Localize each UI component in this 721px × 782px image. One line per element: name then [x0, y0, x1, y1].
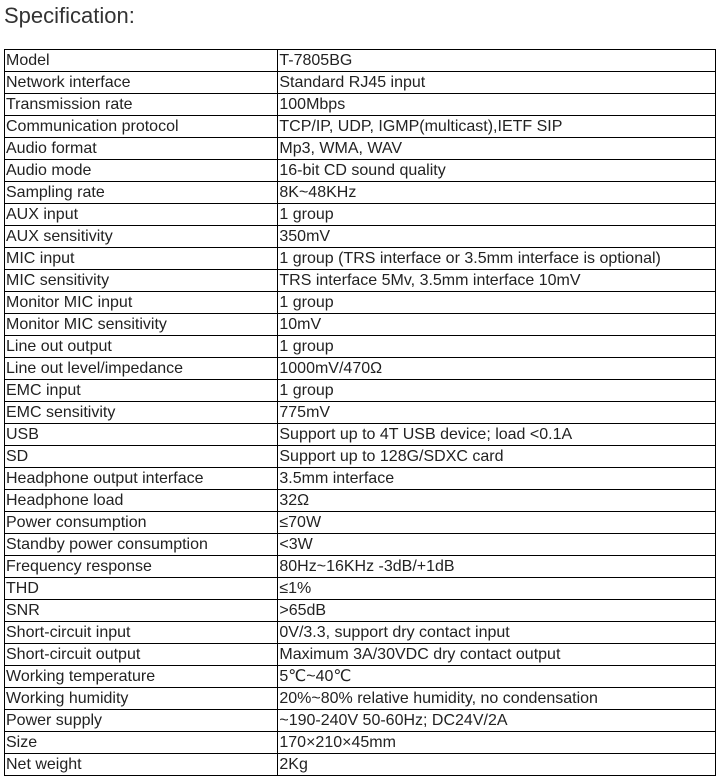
table-row	[5, 248, 716, 270]
spec-parameter-cell: EMC input	[5, 380, 278, 402]
table-row	[5, 402, 716, 424]
spec-parameter-cell: Communication protocol	[5, 116, 278, 138]
spec-parameter-cell: Line out output	[5, 336, 278, 358]
table-row	[5, 292, 716, 314]
table-row	[5, 314, 716, 336]
spec-value-cell: 10mV	[278, 314, 716, 336]
spec-parameter-cell: MIC input	[5, 248, 278, 270]
table-row	[5, 270, 716, 292]
spec-value-cell: >65dB	[278, 600, 716, 622]
spec-value-cell: 1 group	[278, 292, 716, 314]
table-row	[5, 226, 716, 248]
spec-parameter-cell: Monitor MIC input	[5, 292, 278, 314]
spec-value-cell: T-7805BG	[278, 50, 716, 72]
spec-table-body	[5, 50, 716, 776]
spec-value-cell: 8K~48KHz	[278, 182, 716, 204]
spec-value-cell: ~190-240V 50-60Hz; DC24V/2A	[278, 710, 716, 732]
spec-parameter-cell: Power supply	[5, 710, 278, 732]
spec-parameter-cell: EMC sensitivity	[5, 402, 278, 424]
table-row	[5, 710, 716, 732]
spec-parameter-cell: SNR	[5, 600, 278, 622]
spec-value-cell: 3.5mm interface	[278, 468, 716, 490]
spec-parameter-cell: THD	[5, 578, 278, 600]
spec-value-cell: ≤1%	[278, 578, 716, 600]
table-row	[5, 358, 716, 380]
spec-parameter-cell: Power consumption	[5, 512, 278, 534]
spec-value-cell: Standard RJ45 input	[278, 72, 716, 94]
table-row	[5, 688, 716, 710]
spec-parameter-cell: SD	[5, 446, 278, 468]
spec-value-cell: 350mV	[278, 226, 716, 248]
spec-value-cell: 1 group	[278, 380, 716, 402]
spec-parameter-cell: Short-circuit input	[5, 622, 278, 644]
table-row	[5, 116, 716, 138]
spec-value-cell: 1 group	[278, 204, 716, 226]
spec-parameter-cell: MIC sensitivity	[5, 270, 278, 292]
table-row	[5, 732, 716, 754]
spec-parameter-cell: AUX sensitivity	[5, 226, 278, 248]
spec-parameter-cell: Audio format	[5, 138, 278, 160]
spec-parameter-cell: Monitor MIC sensitivity	[5, 314, 278, 336]
table-row	[5, 644, 716, 666]
spec-value-cell: 0V/3.3, support dry contact input	[278, 622, 716, 644]
page-title: Specification:	[4, 3, 135, 28]
spec-value-cell: TCP/IP, UDP, IGMP(multicast),IETF SIP	[278, 116, 716, 138]
spec-parameter-cell: Size	[5, 732, 278, 754]
spec-parameter-cell: Working temperature	[5, 666, 278, 688]
table-row	[5, 424, 716, 446]
spec-parameter-cell: Sampling rate	[5, 182, 278, 204]
spec-value-cell: 2Kg	[278, 754, 716, 776]
table-row	[5, 204, 716, 226]
spec-value-cell: 32Ω	[278, 490, 716, 512]
spec-value-cell: Support up to 4T USB device; load <0.1A	[278, 424, 716, 446]
spec-parameter-cell: Model	[5, 50, 278, 72]
spec-value-cell: ≤70W	[278, 512, 716, 534]
spec-parameter-cell: AUX input	[5, 204, 278, 226]
spec-value-cell: Support up to 128G/SDXC card	[278, 446, 716, 468]
table-row	[5, 380, 716, 402]
table-row	[5, 446, 716, 468]
spec-value-cell: <3W	[278, 534, 716, 556]
spec-value-cell: 1000mV/470Ω	[278, 358, 716, 380]
table-row	[5, 50, 716, 72]
spec-parameter-cell: USB	[5, 424, 278, 446]
spec-parameter-cell: Transmission rate	[5, 94, 278, 116]
table-row	[5, 160, 716, 182]
spec-value-cell: 100Mbps	[278, 94, 716, 116]
table-row	[5, 182, 716, 204]
table-row	[5, 754, 716, 776]
spec-parameter-cell: Working humidity	[5, 688, 278, 710]
spec-value-cell: 1 group (TRS interface or 3.5mm interface is optional)	[278, 248, 716, 270]
spec-parameter-cell: Audio mode	[5, 160, 278, 182]
spec-parameter-cell: Network interface	[5, 72, 278, 94]
table-row	[5, 468, 716, 490]
table-row	[5, 578, 716, 600]
spec-value-cell: 80Hz~16KHz -3dB/+1dB	[278, 556, 716, 578]
spec-parameter-cell: Standby power consumption	[5, 534, 278, 556]
spec-value-cell: 1 group	[278, 336, 716, 358]
spec-value-cell: 5℃~40℃	[278, 666, 716, 688]
table-row	[5, 556, 716, 578]
spec-parameter-cell: Frequency response	[5, 556, 278, 578]
table-row	[5, 534, 716, 556]
table-row	[5, 512, 716, 534]
spec-parameter-cell: Headphone load	[5, 490, 278, 512]
spec-value-cell: Maximum 3A/30VDC dry contact output	[278, 644, 716, 666]
spec-parameter-cell: Headphone output interface	[5, 468, 278, 490]
table-row	[5, 336, 716, 358]
spec-table	[4, 49, 716, 776]
table-row	[5, 72, 716, 94]
table-row	[5, 490, 716, 512]
spec-parameter-cell: Short-circuit output	[5, 644, 278, 666]
table-row	[5, 600, 716, 622]
table-row	[5, 622, 716, 644]
spec-value-cell: 170×210×45mm	[278, 732, 716, 754]
table-row	[5, 94, 716, 116]
spec-parameter-cell: Net weight	[5, 754, 278, 776]
spec-value-cell: 20%~80% relative humidity, no condensation	[278, 688, 716, 710]
spec-parameter-cell: Line out level/impedance	[5, 358, 278, 380]
table-row	[5, 138, 716, 160]
spec-value-cell: 775mV	[278, 402, 716, 424]
table-row	[5, 666, 716, 688]
spec-value-cell: 16-bit CD sound quality	[278, 160, 716, 182]
spec-value-cell: TRS interface 5Mv, 3.5mm interface 10mV	[278, 270, 716, 292]
spec-value-cell: Mp3, WMA, WAV	[278, 138, 716, 160]
